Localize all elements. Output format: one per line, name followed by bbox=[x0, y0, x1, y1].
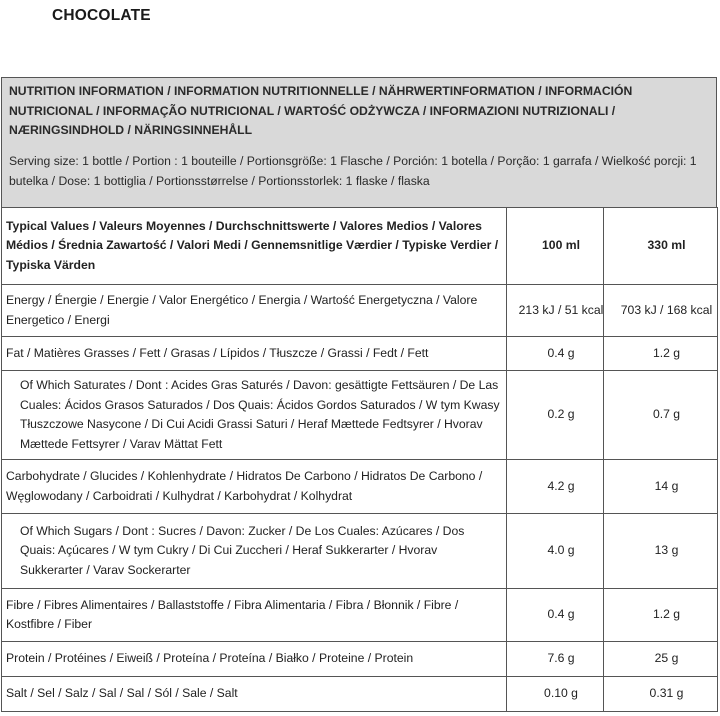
nutrition-info-panel bbox=[1, 77, 717, 207]
row-value-330ml: 13 g bbox=[604, 514, 718, 589]
row-label-saturates: Of Which Saturates / Dont : Acides Gras Saturés / Davon: gesättigte Fettsäuren / De Las Cuales: Ácidos Grasos Saturados / Dos Quais: Ácidos Gordos Saturados / W tym Kwasy Tłuszczowe Nasycone / Di Cui Acidi Grassi Saturi / Heraf Mættede Fedtsyrer / Hvorav Mættede Fettsyrer / Varav Mättat Fett bbox=[2, 371, 507, 460]
serving-size-text: Serving size: 1 bottle / Portion : 1 bouteille / Portionsgröße: 1 Flasche / Porción: 1 botella / Porção: 1 garrafa / Wielkość porcji: 1 butelka / Dose: 1 bottiglia / Portionsstørrelse / Portionsstorlek: 1 flaske / flaska bbox=[9, 154, 697, 188]
row-value-330ml: 1.2 g bbox=[604, 589, 718, 642]
typical-values-header: Typical Values / Valeurs Moyennes / Durchschnittswerte / Valores Medios / Valores Médios / Średnia Zawartość / Valori Medi / Gennemsnitlige Værdier / Typiske Verdier / Typiska Värden bbox=[2, 208, 507, 285]
product-title: CHOCOLATE bbox=[52, 7, 151, 24]
row-value-100ml: 4.2 g bbox=[507, 460, 604, 514]
row-label-protein: Protein / Protéines / Eiweiß / Proteína / Proteína / Białko / Proteine / Protein bbox=[2, 642, 507, 677]
table-header-row bbox=[2, 208, 718, 285]
row-label-carbohydrate: Carbohydrate / Glucides / Kohlenhydrate / Hidratos De Carbono / Hidratos De Carbono / Węglowodany / Carboidrati / Kulhydrat / Karbohydrat / Kolhydrat bbox=[2, 460, 507, 514]
row-value-100ml: 4.0 g bbox=[507, 514, 604, 589]
table-row bbox=[2, 285, 718, 337]
row-value-100ml: 7.6 g bbox=[507, 642, 604, 677]
row-value-330ml: 0.7 g bbox=[604, 371, 718, 460]
nutrition-table bbox=[1, 207, 718, 712]
row-value-330ml: 14 g bbox=[604, 460, 718, 514]
row-value-100ml: 0.4 g bbox=[507, 337, 604, 371]
row-label-salt: Salt / Sel / Salz / Sal / Sal / Sól / Sale / Salt bbox=[2, 677, 507, 712]
table-row bbox=[2, 371, 718, 460]
row-label-fibre: Fibre / Fibres Alimentaires / Ballaststoffe / Fibra Alimentaria / Fibra / Błonnik / Fibre / Kostfibre / Fiber bbox=[2, 589, 507, 642]
row-value-100ml: 0.10 g bbox=[507, 677, 604, 712]
row-value-330ml: 0.31 g bbox=[604, 677, 718, 712]
col-100ml-header: 100 ml bbox=[507, 208, 604, 285]
table-row bbox=[2, 642, 718, 677]
col-330ml-header: 330 ml bbox=[604, 208, 718, 285]
table-row bbox=[2, 460, 718, 514]
row-label-fat: Fat / Matières Grasses / Fett / Grasas / Lípidos / Tłuszcze / Grassi / Fedt / Fett bbox=[2, 337, 507, 371]
table-row bbox=[2, 589, 718, 642]
row-value-330ml: 1.2 g bbox=[604, 337, 718, 371]
row-label-sugars: Of Which Sugars / Dont : Sucres / Davon: Zucker / De Los Cuales: Azúcares / Dos Quais: Açúcares / W tym Cukry / Di Cui Zuccheri / Heraf Sukkerarter / Hvorav Sukkerarter / Varav Sockerarter bbox=[2, 514, 507, 589]
row-value-100ml: 0.4 g bbox=[507, 589, 604, 642]
row-value-330ml: 703 kJ / 168 kcal bbox=[604, 285, 718, 337]
table-row bbox=[2, 677, 718, 712]
row-value-100ml: 0.2 g bbox=[507, 371, 604, 460]
row-value-330ml: 25 g bbox=[604, 642, 718, 677]
nutrition-info-heading: NUTRITION INFORMATION / INFORMATION NUTRITIONNELLE / NÄHRWERTINFORMATION / INFORMACIÓN NUTRICIONAL / INFORMAÇÃO NUTRICIONAL / WARTOŚĆ ODŻYWCZA / INFORMAZIONI NUTRIZIONALI / NÆRINGSINDHOLD / NÄRINGSINNEHÅLL bbox=[9, 84, 633, 137]
row-value-100ml: 213 kJ / 51 kcal bbox=[507, 285, 604, 337]
row-label-energy: Energy / Énergie / Energie / Valor Energético / Energia / Wartość Energetyczna / Valore Energetico / Energi bbox=[2, 285, 507, 337]
table-row bbox=[2, 337, 718, 371]
table-row bbox=[2, 514, 718, 589]
